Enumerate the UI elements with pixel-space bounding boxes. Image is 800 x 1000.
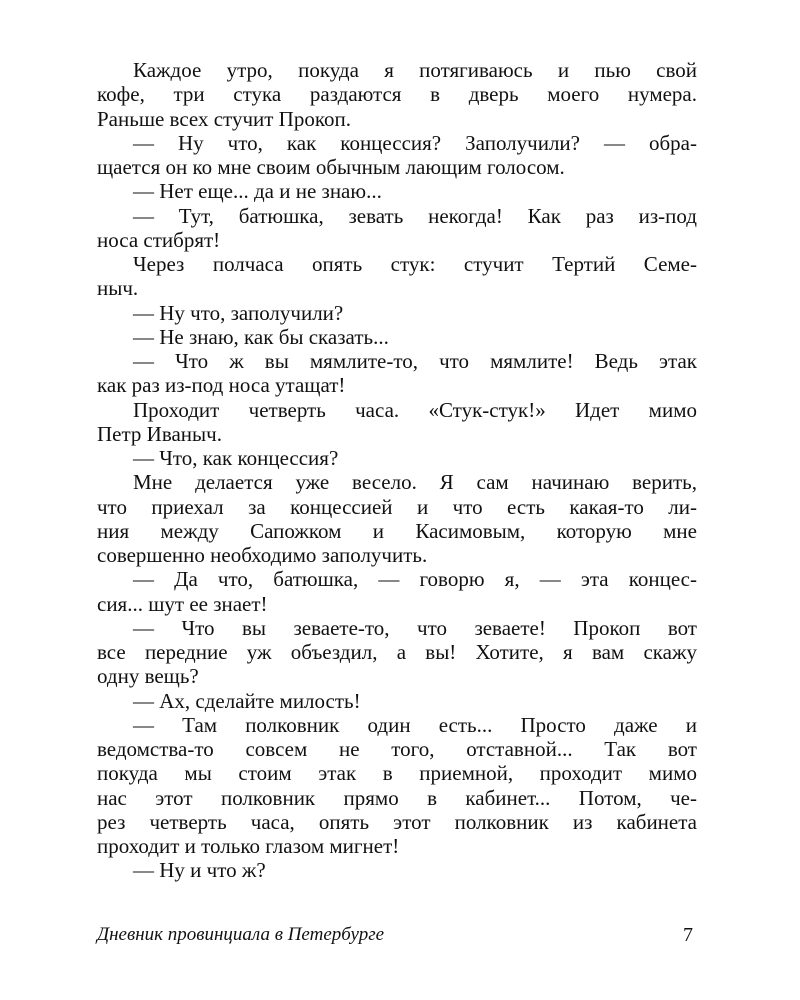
text-line: Через полчаса опять стук: стучит Тертий Семе- [133,252,697,276]
text-line: Каждое утро, покуда я потягиваюсь и пью свой [133,58,697,82]
text-line: — Ну что, как концессия? Заполучили? — обра- [133,130,697,155]
text-line: щается он ко мне своим обычным лающим голосом. [97,155,565,179]
text-line: одну вещь? [97,664,199,689]
text-line: проходит и только глазом мигнет! [97,834,400,858]
text-line: рез четверть часа, опять этот полковник из кабинета [97,809,697,834]
text-line: — Ну и что ж? [133,858,266,883]
text-line: — Не знаю, как бы сказать... [133,324,389,349]
text-line: — Да что, батюшка, — говорю я, — эта концес- [133,567,697,592]
text-line: Мне делается уже весело. Я сам начинаю верить, [133,470,697,495]
page-number: 7 [683,924,693,946]
text-line: носа стибрят! [97,227,221,252]
text-line: Петр Иваныч. [97,421,222,446]
text-line: — Ну что, заполучили? [133,300,344,325]
text-line: — Что, как концессия? [133,446,339,470]
text-line: покуда мы стоим этак в приемной, проходит мимо [97,761,697,786]
text-line: — Ах, сделайте милость! [133,688,361,713]
text-line: — Тут, батюшка, зевать некогда! Как раз из-под [133,203,697,228]
text-line: сия... шут ее знает! [97,591,268,616]
text-line: — Что вы зеваете-то, что зеваете! Прокоп вот [133,615,697,640]
text-line: Проходит четверть часа. «Стук-стук!» Идет мимо [133,397,697,422]
body-text [97,58,697,883]
text-line: — Нет еще... да и не знаю... [133,179,382,204]
running-title: Дневник провинциала в Петербурге [97,924,385,945]
text-line: как раз из-под носа утащат! [97,373,346,398]
text-line: что приехал за концессией и что есть какая-то ли- [97,494,697,519]
page-footer [97,920,697,950]
text-line: Раньше всех стучит Прокоп. [97,106,351,131]
text-line: — Там полковник один есть... Просто даже и [133,712,697,737]
text-line: все передние уж объездил, а вы! Хотите, я вам скажу [97,640,697,664]
text-line: — Что ж вы мямлите-то, что мямлите! Ведь этак [133,349,697,373]
text-line: кофе, три стука раздаются в дверь моего нумера. [97,82,697,107]
text-line: ния между Сапожком и Касимовым, которую мне [97,518,697,543]
text-line: ведомства-то совсем не того, отставной... Так вот [97,737,697,761]
text-line: ныч. [97,276,139,301]
text-line: совершенно необходимо заполучить. [97,543,428,567]
text-line: нас этот полковник прямо в кабинет... Потом, че- [97,785,697,810]
